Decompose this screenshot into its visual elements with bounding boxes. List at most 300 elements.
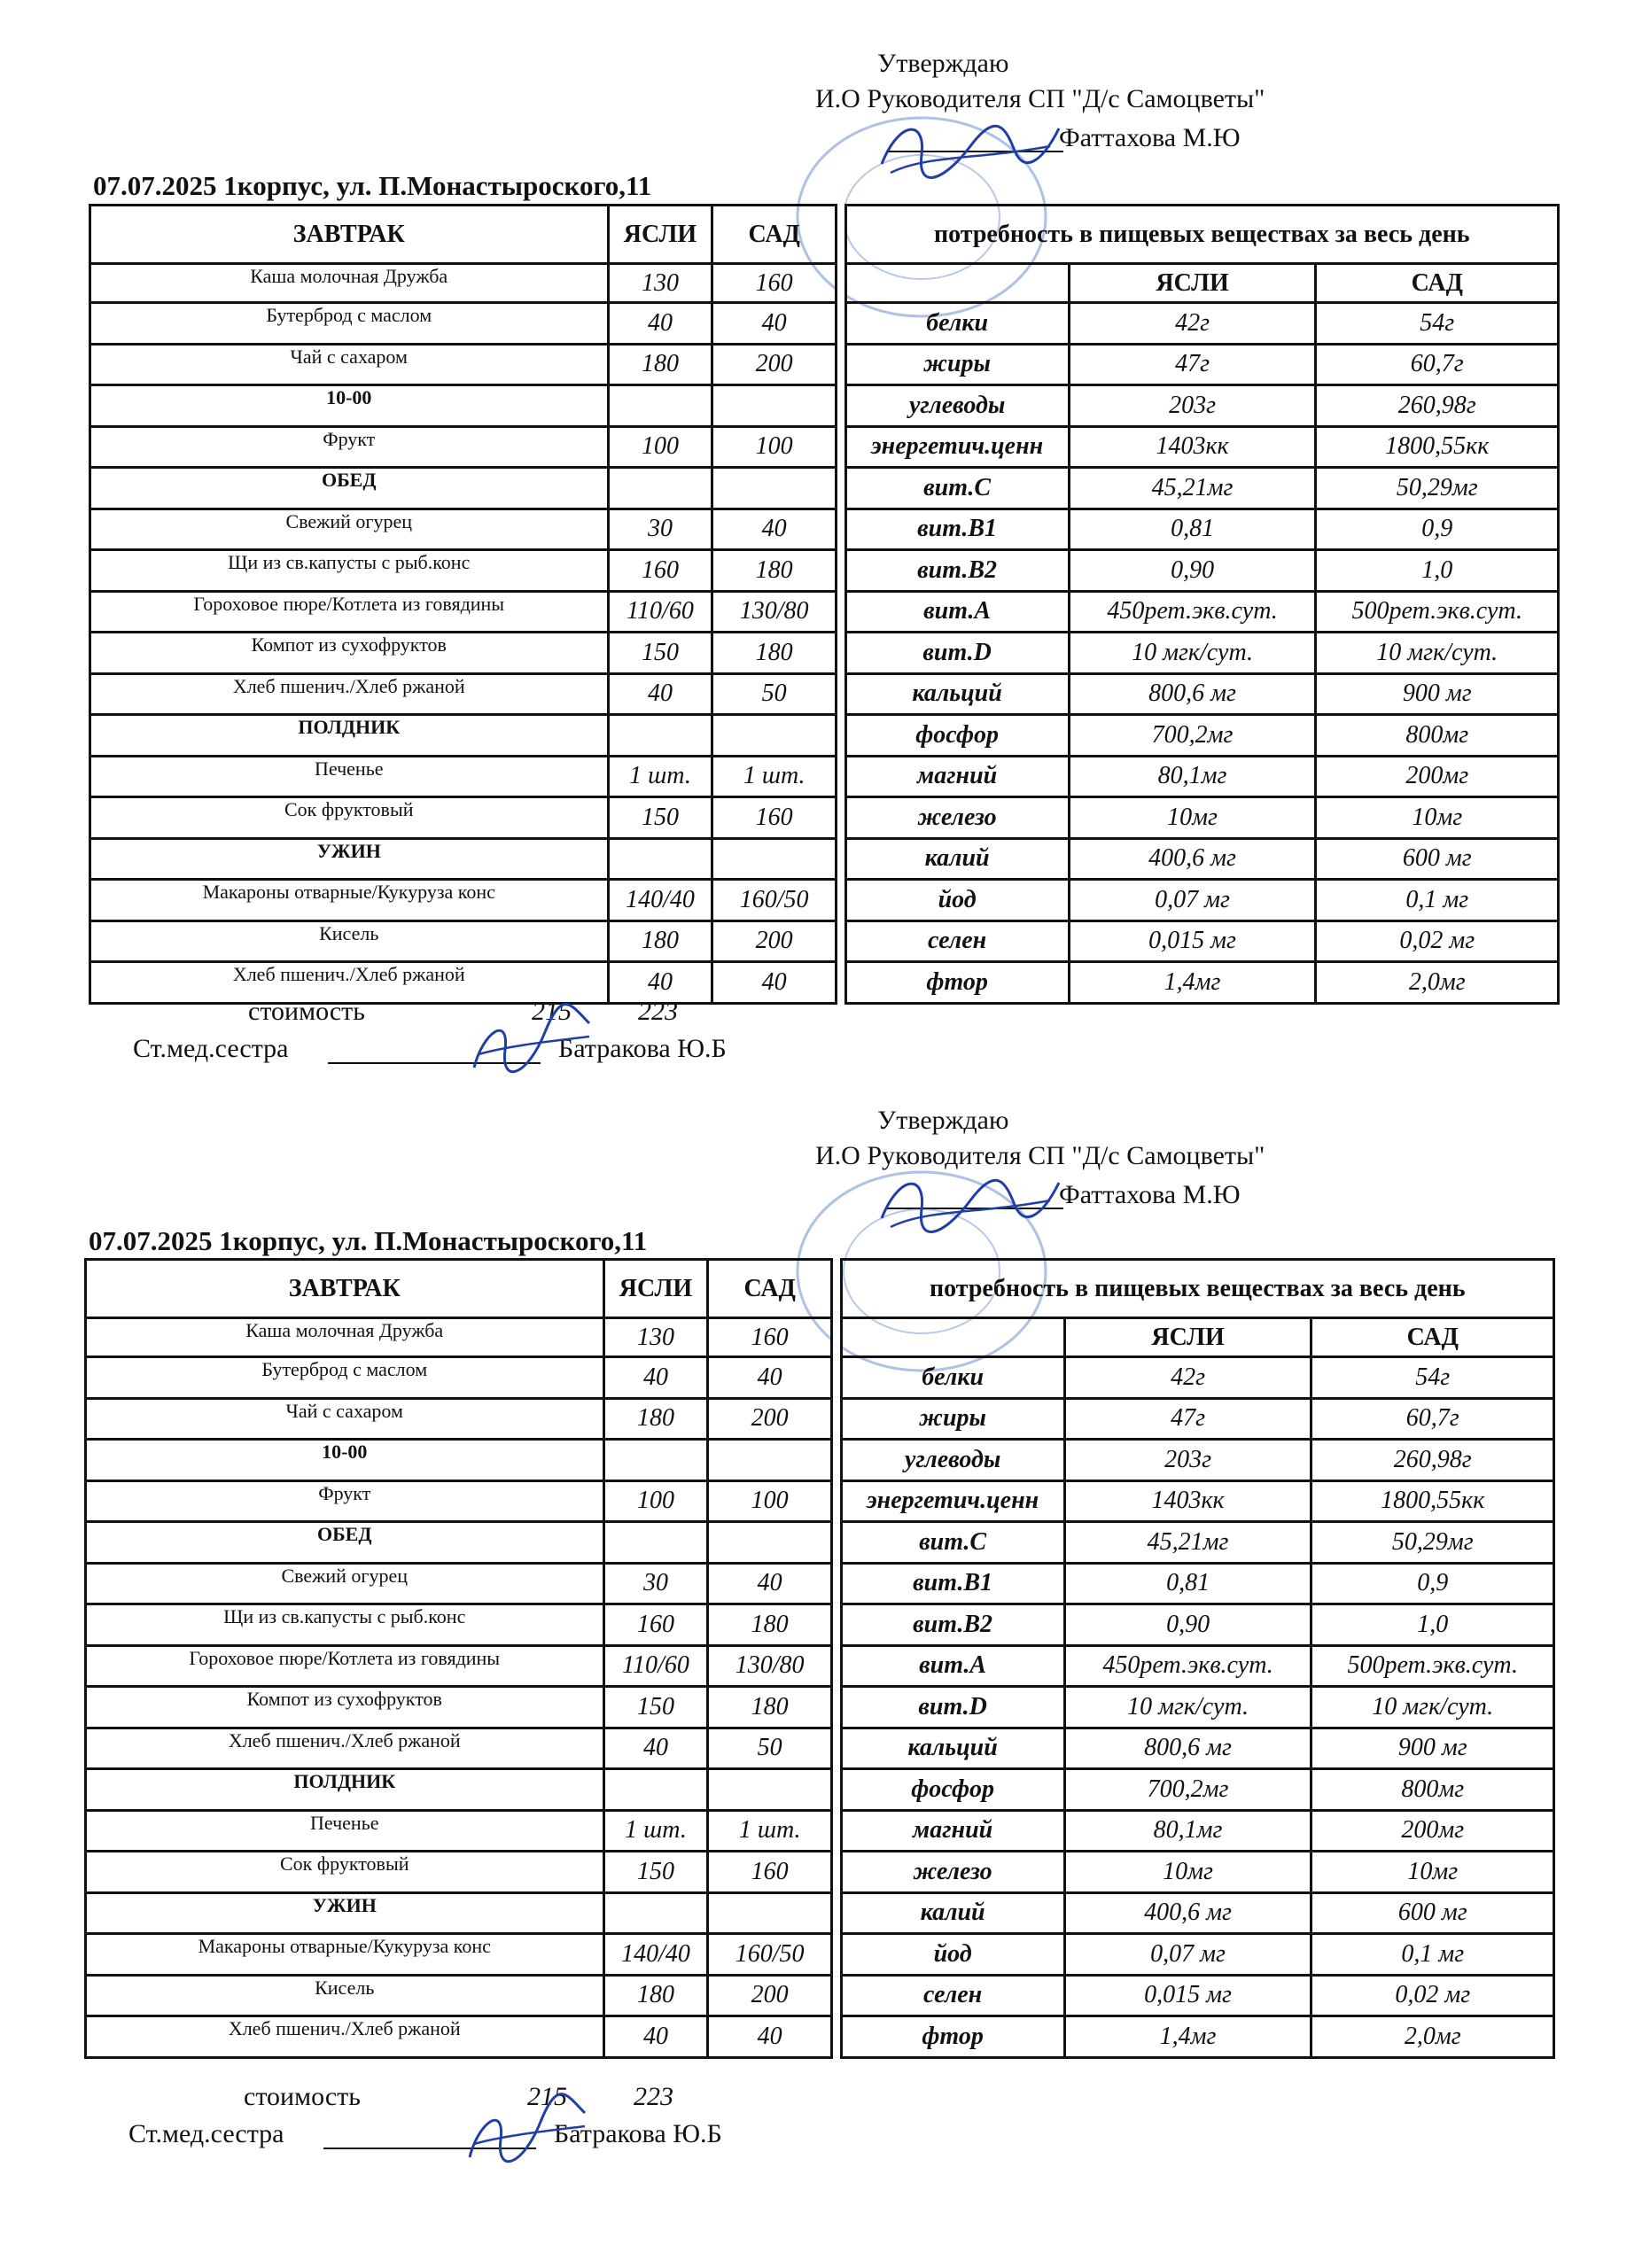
- dish-name: Гороховое пюре/Котлета из говядины: [90, 591, 609, 633]
- table-row: [86, 1687, 1554, 1728]
- portion-sad: 200: [712, 920, 836, 962]
- dish-name: Гороховое пюре/Котлета из говядины: [86, 1645, 604, 1687]
- table-row: [90, 303, 1559, 345]
- nutrient-yasli: 1403кк: [1069, 426, 1316, 468]
- table-row: [90, 920, 1559, 962]
- nutrient-name: вит.D: [841, 1687, 1064, 1728]
- dish-name: Хлеб пшенич./Хлеб ржаной: [86, 1728, 604, 1769]
- nutrient-sad: 50,29мг: [1316, 468, 1559, 509]
- table-header-row: [86, 1260, 1554, 1318]
- portion-yasli: 130: [603, 1318, 708, 1357]
- nutrient-name: магний: [845, 756, 1069, 797]
- portion-yasli: 160: [608, 550, 712, 592]
- column-gap: [836, 880, 845, 921]
- table-row: [90, 426, 1559, 468]
- nutrient-name: вит.С: [841, 1522, 1064, 1564]
- portion-yasli: 180: [608, 344, 712, 385]
- portion-sad: [708, 1522, 831, 1564]
- portion-sad: [708, 1440, 831, 1481]
- dish-name: Кисель: [90, 920, 609, 962]
- nurse-label: Ст.мед.сестра: [133, 1034, 289, 1063]
- nutrient-yasli: 45,21мг: [1064, 1522, 1311, 1564]
- column-gap: [836, 797, 845, 839]
- table-row: [90, 880, 1559, 921]
- nutrient-name: белки: [841, 1357, 1064, 1399]
- sub-yasli-header: ЯСЛИ: [1069, 264, 1316, 303]
- nutrient-yasli: 10 мгк/сут.: [1064, 1687, 1311, 1728]
- column-gap: [831, 2016, 841, 2058]
- portion-sad: 160/50: [708, 1934, 831, 1976]
- table-row: [86, 1975, 1554, 2016]
- nutrient-sad: 0,02 мг: [1316, 920, 1559, 962]
- portion-yasli: [603, 1440, 708, 1481]
- portion-yasli: 180: [603, 1398, 708, 1440]
- portion-yasli: 40: [608, 673, 712, 715]
- nutrient-name: вит.D: [845, 633, 1069, 674]
- column-gap: [836, 468, 845, 509]
- nutrient-sad: 54г: [1311, 1357, 1554, 1399]
- nutrient-yasli: 203г: [1064, 1440, 1311, 1481]
- portion-yasli: 1 шт.: [603, 1810, 708, 1852]
- nutrient-name: вит.В2: [845, 550, 1069, 592]
- nutrient-yasli: 0,90: [1064, 1604, 1311, 1646]
- nutrient-name: белки: [845, 303, 1069, 345]
- nutrient-sad: 0,1 мг: [1311, 1934, 1554, 1976]
- sheet-header: 07.07.2025 1корпус, ул. П.Монастыроского,11: [93, 170, 652, 201]
- meal-section-label: 10-00: [86, 1440, 604, 1481]
- nutrient-yasli: 0,81: [1064, 1563, 1311, 1604]
- portion-yasli: 1 шт.: [608, 756, 712, 797]
- portion-sad: [708, 1892, 831, 1934]
- dish-name: Хлеб пшенич./Хлеб ржаной: [90, 962, 609, 1004]
- portion-sad: 180: [712, 633, 836, 674]
- portion-yasli: [603, 1769, 708, 1811]
- nutrient-name: калий: [845, 838, 1069, 880]
- dish-name: Сок фруктовый: [90, 797, 609, 839]
- portion-sad: 130/80: [708, 1645, 831, 1687]
- nutrient-name: жиры: [841, 1398, 1064, 1440]
- portion-yasli: 40: [603, 2016, 708, 2058]
- nutrient-yasli: 800,6 мг: [1064, 1728, 1311, 1769]
- portion-sad: [712, 715, 836, 757]
- col-sad-header: САД: [712, 206, 836, 264]
- portion-yasli: 30: [608, 509, 712, 550]
- approval-position: И.О Руководителя СП "Д/с Самоцветы": [815, 1141, 1265, 1170]
- nutrient-name: магний: [841, 1810, 1064, 1852]
- approval-position: И.О Руководителя СП "Д/с Самоцветы": [815, 84, 1265, 113]
- nutrient-yasli: 0,81: [1069, 509, 1316, 550]
- table-row: [90, 673, 1559, 715]
- portion-sad: 40: [708, 1563, 831, 1604]
- table-row: [86, 1604, 1554, 1646]
- nutrient-sad: 1800,55кк: [1316, 426, 1559, 468]
- column-gap: [836, 303, 845, 345]
- nutrient-yasli: 450рет.экв.сут.: [1064, 1645, 1311, 1687]
- nutrient-yasli: 700,2мг: [1064, 1769, 1311, 1811]
- cost-yasli: 215: [527, 2082, 567, 2111]
- nutrient-name: фтор: [845, 962, 1069, 1004]
- col-yasli-header: ЯСЛИ: [608, 206, 712, 264]
- table-row: [86, 1892, 1554, 1934]
- portion-yasli: 110/60: [603, 1645, 708, 1687]
- portion-sad: 1 шт.: [712, 756, 836, 797]
- nurse-name: Батракова Ю.Б: [558, 1034, 727, 1063]
- portion-sad: 160: [712, 264, 836, 303]
- nutrient-yasli: 700,2мг: [1069, 715, 1316, 757]
- portion-sad: 40: [708, 2016, 831, 2058]
- nutrient-yasli: 1,4мг: [1069, 962, 1316, 1004]
- portion-sad: 50: [708, 1728, 831, 1769]
- cost-sad: 223: [634, 2082, 673, 2111]
- portion-sad: 180: [708, 1687, 831, 1728]
- dish-name: Бутерброд с маслом: [86, 1357, 604, 1399]
- column-gap: [836, 756, 845, 797]
- table-row: [86, 1934, 1554, 1976]
- nutrient-name: кальций: [845, 673, 1069, 715]
- nutrient-name: железо: [845, 797, 1069, 839]
- portion-sad: 40: [712, 303, 836, 345]
- table-row: [86, 1440, 1554, 1481]
- table-row: [86, 1645, 1554, 1687]
- column-gap: [836, 264, 845, 303]
- nutrient-yasli: 0,015 мг: [1064, 1975, 1311, 2016]
- column-gap: [831, 1398, 841, 1440]
- nutrient-yasli: 10 мгк/сут.: [1069, 633, 1316, 674]
- nutrient-yasli: 0,07 мг: [1069, 880, 1316, 921]
- nutrient-sad: 10 мгк/сут.: [1316, 633, 1559, 674]
- col-sad-header: САД: [708, 1260, 831, 1318]
- nutrient-yasli: 80,1мг: [1064, 1810, 1311, 1852]
- column-gap: [831, 1357, 841, 1399]
- meal-section-label: ОБЕД: [86, 1522, 604, 1564]
- dish-name: Свежий огурец: [90, 509, 609, 550]
- director-signature: [873, 1165, 1068, 1245]
- column-gap: [831, 1260, 841, 1318]
- nutrient-name: [845, 264, 1069, 303]
- sheet-footer: [0, 2082, 882, 2171]
- cost-sad: 223: [638, 997, 678, 1026]
- table-row: [86, 1480, 1554, 1522]
- nutrient-sad: 200мг: [1311, 1810, 1554, 1852]
- portion-yasli: [608, 715, 712, 757]
- dish-name: Свежий огурец: [86, 1563, 604, 1604]
- column-gap: [831, 1975, 841, 2016]
- nutrient-yasli: 80,1мг: [1069, 756, 1316, 797]
- nutrient-sad: 0,9: [1316, 509, 1559, 550]
- nutrient-sad: 0,9: [1311, 1563, 1554, 1604]
- nutrient-sad: 260,98г: [1316, 385, 1559, 427]
- portion-yasli: 140/40: [608, 880, 712, 921]
- dish-name: Хлеб пшенич./Хлеб ржаной: [90, 673, 609, 715]
- dish-name: Чай с сахаром: [90, 344, 609, 385]
- nutrient-sad: 50,29мг: [1311, 1522, 1554, 1564]
- portion-yasli: 110/60: [608, 591, 712, 633]
- col-need-header: потребность в пищевых веществах за весь день: [845, 206, 1558, 264]
- portion-sad: 180: [708, 1604, 831, 1646]
- nutrient-yasli: 0,07 мг: [1064, 1934, 1311, 1976]
- nutrient-name: энергетич.ценн: [841, 1480, 1064, 1522]
- dish-name: Хлеб пшенич./Хлеб ржаной: [86, 2016, 604, 2058]
- column-gap: [831, 1852, 841, 1893]
- column-gap: [831, 1728, 841, 1769]
- nutrient-name: углеводы: [841, 1440, 1064, 1481]
- nutrient-name: вит.А: [845, 591, 1069, 633]
- nutrient-sad: 60,7г: [1311, 1398, 1554, 1440]
- table-row: [86, 1769, 1554, 1811]
- portion-yasli: 100: [603, 1480, 708, 1522]
- meal-section-label: УЖИН: [86, 1892, 604, 1934]
- portion-yasli: 150: [603, 1852, 708, 1893]
- portion-yasli: 100: [608, 426, 712, 468]
- meal-section-label: ПОЛДНИК: [86, 1769, 604, 1811]
- dish-name: Каша молочная Дружба: [90, 264, 609, 303]
- column-gap: [836, 509, 845, 550]
- nutrient-sad: 500рет.экв.сут.: [1316, 591, 1559, 633]
- column-gap: [831, 1480, 841, 1522]
- nutrient-yasli: 10мг: [1069, 797, 1316, 839]
- portion-yasli: 180: [603, 1975, 708, 2016]
- nutrient-yasli: 203г: [1069, 385, 1316, 427]
- nutrient-sad: 10мг: [1311, 1852, 1554, 1893]
- portion-sad: 200: [712, 344, 836, 385]
- nutrient-yasli: 0,90: [1069, 550, 1316, 592]
- nutrient-name: [841, 1318, 1064, 1357]
- column-gap: [836, 920, 845, 962]
- nurse-name: Батракова Ю.Б: [554, 2119, 722, 2148]
- portion-yasli: 30: [603, 1563, 708, 1604]
- column-gap: [831, 1934, 841, 1976]
- nutrient-name: углеводы: [845, 385, 1069, 427]
- table-row: [86, 1728, 1554, 1769]
- table-row: [86, 1563, 1554, 1604]
- menu-table: [84, 1258, 1555, 2059]
- dish-name: Компот из сухофруктов: [90, 633, 609, 674]
- table-header-row: [90, 206, 1559, 264]
- portion-sad: 40: [708, 1357, 831, 1399]
- col-need-header: потребность в пищевых веществах за весь день: [841, 1260, 1553, 1318]
- approval-name: Фаттахова М.Ю: [1059, 1180, 1241, 1209]
- portion-yasli: [603, 1522, 708, 1564]
- portion-sad: 160: [712, 797, 836, 839]
- portion-yasli: 40: [608, 303, 712, 345]
- nutrient-sad: 600 мг: [1311, 1892, 1554, 1934]
- nurse-signature: [465, 997, 598, 1085]
- portion-sad: 180: [712, 550, 836, 592]
- column-gap: [836, 633, 845, 674]
- column-gap: [836, 715, 845, 757]
- portion-sad: 160: [708, 1318, 831, 1357]
- portion-yasli: [603, 1892, 708, 1934]
- nutrient-sad: 2,0мг: [1311, 2016, 1554, 2058]
- nutrient-sad: 800мг: [1311, 1769, 1554, 1811]
- table-row: [86, 2016, 1554, 2058]
- nutrient-yasli: 0,015 мг: [1069, 920, 1316, 962]
- nutrient-sad: 1,0: [1316, 550, 1559, 592]
- table-row: [90, 468, 1559, 509]
- approval-title: Утверждаю: [877, 1106, 1009, 1135]
- dish-name: Печенье: [90, 756, 609, 797]
- meal-section-label: 10-00: [90, 385, 609, 427]
- column-gap: [831, 1769, 841, 1811]
- portion-sad: 160/50: [712, 880, 836, 921]
- table-row: [90, 633, 1559, 674]
- nutrient-name: железо: [841, 1852, 1064, 1893]
- nutrient-sad: 600 мг: [1316, 838, 1559, 880]
- nutrient-sad: 10 мгк/сут.: [1311, 1687, 1554, 1728]
- nutrient-name: жиры: [845, 344, 1069, 385]
- table-row: [86, 1810, 1554, 1852]
- portion-sad: 40: [712, 962, 836, 1004]
- portion-sad: [712, 385, 836, 427]
- column-gap: [836, 673, 845, 715]
- director-signature: [873, 111, 1068, 190]
- dish-name: Каша молочная Дружба: [86, 1318, 604, 1357]
- nutrient-yasli: 450рет.экв.сут.: [1069, 591, 1316, 633]
- column-gap: [836, 385, 845, 427]
- nutrient-name: фосфор: [841, 1769, 1064, 1811]
- dish-name: Фрукт: [86, 1480, 604, 1522]
- nutrient-sad: 10мг: [1316, 797, 1559, 839]
- approval-title: Утверждаю: [877, 49, 1009, 78]
- nutrient-yasli: 1,4мг: [1064, 2016, 1311, 2058]
- nutrient-yasli: 400,6 мг: [1064, 1892, 1311, 1934]
- nutrient-sad: 0,1 мг: [1316, 880, 1559, 921]
- portion-yasli: [608, 385, 712, 427]
- column-gap: [831, 1318, 841, 1357]
- portion-sad: 200: [708, 1398, 831, 1440]
- nutrient-yasli: 400,6 мг: [1069, 838, 1316, 880]
- dish-name: Фрукт: [90, 426, 609, 468]
- dish-name: Сок фруктовый: [86, 1852, 604, 1893]
- nutrient-name: селен: [841, 1975, 1064, 2016]
- dish-name: Макароны отварные/Кукуруза конс: [86, 1934, 604, 1976]
- portion-yasli: 150: [603, 1687, 708, 1728]
- nutrient-name: йод: [841, 1934, 1064, 1976]
- nutrient-name: йод: [845, 880, 1069, 921]
- nutrient-sad: 0,02 мг: [1311, 1975, 1554, 2016]
- nutrient-sad: 1800,55кк: [1311, 1480, 1554, 1522]
- dish-name: Макароны отварные/Кукуруза конс: [90, 880, 609, 921]
- portion-yasli: 40: [603, 1357, 708, 1399]
- nutrient-name: энергетич.ценн: [845, 426, 1069, 468]
- column-gap: [831, 1810, 841, 1852]
- portion-yasli: 180: [608, 920, 712, 962]
- column-gap: [831, 1440, 841, 1481]
- portion-sad: 130/80: [712, 591, 836, 633]
- cost-yasli: 215: [532, 997, 572, 1026]
- sheet-header: 07.07.2025 1корпус, ул. П.Монастыроского,11: [89, 1225, 648, 1256]
- nutrient-sad: 900 мг: [1311, 1728, 1554, 1769]
- menu-table: [89, 204, 1560, 1005]
- dish-name: Бутерброд с маслом: [90, 303, 609, 345]
- nutrient-sad: 800мг: [1316, 715, 1559, 757]
- cost-label: стоимость: [244, 2082, 361, 2111]
- portion-yasli: 40: [608, 962, 712, 1004]
- table-row: [90, 591, 1559, 633]
- table-row: [86, 1318, 1554, 1357]
- portion-yasli: [608, 838, 712, 880]
- nutrient-yasli: 47г: [1064, 1398, 1311, 1440]
- table-row: [90, 550, 1559, 592]
- nutrient-name: вит.А: [841, 1645, 1064, 1687]
- portion-yasli: 150: [608, 633, 712, 674]
- dish-name: Кисель: [86, 1975, 604, 2016]
- nutrient-name: фосфор: [845, 715, 1069, 757]
- cost-label: стоимость: [248, 997, 365, 1026]
- nutrient-yasli: 42г: [1069, 303, 1316, 345]
- sheet-footer: [0, 997, 886, 1085]
- nutrient-sad: 1,0: [1311, 1604, 1554, 1646]
- nutrient-name: селен: [845, 920, 1069, 962]
- dish-name: Компот из сухофруктов: [86, 1687, 604, 1728]
- nutrient-sad: 2,0мг: [1316, 962, 1559, 1004]
- nutrient-sad: 260,98г: [1311, 1440, 1554, 1481]
- portion-yasli: [608, 468, 712, 509]
- nutrient-sad: 900 мг: [1316, 673, 1559, 715]
- nutrient-yasli: 10мг: [1064, 1852, 1311, 1893]
- col-yasli-header: ЯСЛИ: [603, 1260, 708, 1318]
- portion-yasli: 160: [603, 1604, 708, 1646]
- table-row: [90, 797, 1559, 839]
- portion-yasli: 40: [603, 1728, 708, 1769]
- nutrient-name: калий: [841, 1892, 1064, 1934]
- column-gap: [836, 591, 845, 633]
- column-gap: [836, 838, 845, 880]
- nutrient-yasli: 42г: [1064, 1357, 1311, 1399]
- sub-sad-header: САД: [1311, 1318, 1554, 1357]
- dish-name: Щи из св.капусты с рыб.конс: [86, 1604, 604, 1646]
- column-gap: [836, 426, 845, 468]
- col-meal-header: ЗАВТРАК: [90, 206, 609, 264]
- column-gap: [831, 1892, 841, 1934]
- column-gap: [836, 344, 845, 385]
- portion-sad: 100: [712, 426, 836, 468]
- nutrient-sad: 54г: [1316, 303, 1559, 345]
- portion-sad: [712, 838, 836, 880]
- nutrient-sad: 200мг: [1316, 756, 1559, 797]
- table-row: [90, 756, 1559, 797]
- nutrient-sad: 500рет.экв.сут.: [1311, 1645, 1554, 1687]
- nutrient-name: вит.В1: [845, 509, 1069, 550]
- nurse-signature: [461, 2086, 594, 2175]
- nutrient-name: вит.В2: [841, 1604, 1064, 1646]
- table-row: [90, 344, 1559, 385]
- portion-sad: 100: [708, 1480, 831, 1522]
- nutrient-name: кальций: [841, 1728, 1064, 1769]
- portion-yasli: 150: [608, 797, 712, 839]
- portion-sad: 1 шт.: [708, 1810, 831, 1852]
- portion-sad: 40: [712, 509, 836, 550]
- portion-yasli: 130: [608, 264, 712, 303]
- table-row: [90, 838, 1559, 880]
- nutrient-sad: 60,7г: [1316, 344, 1559, 385]
- portion-sad: 160: [708, 1852, 831, 1893]
- column-gap: [831, 1604, 841, 1646]
- nurse-label: Ст.мед.сестра: [128, 2119, 284, 2148]
- nutrient-name: вит.В1: [841, 1563, 1064, 1604]
- portion-yasli: 140/40: [603, 1934, 708, 1976]
- table-row: [86, 1522, 1554, 1564]
- nutrient-yasli: 800,6 мг: [1069, 673, 1316, 715]
- column-gap: [831, 1522, 841, 1564]
- column-gap: [831, 1645, 841, 1687]
- column-gap: [836, 206, 845, 264]
- nutrient-name: фтор: [841, 2016, 1064, 2058]
- portion-sad: 50: [712, 673, 836, 715]
- table-row: [86, 1357, 1554, 1399]
- portion-sad: [708, 1769, 831, 1811]
- column-gap: [831, 1687, 841, 1728]
